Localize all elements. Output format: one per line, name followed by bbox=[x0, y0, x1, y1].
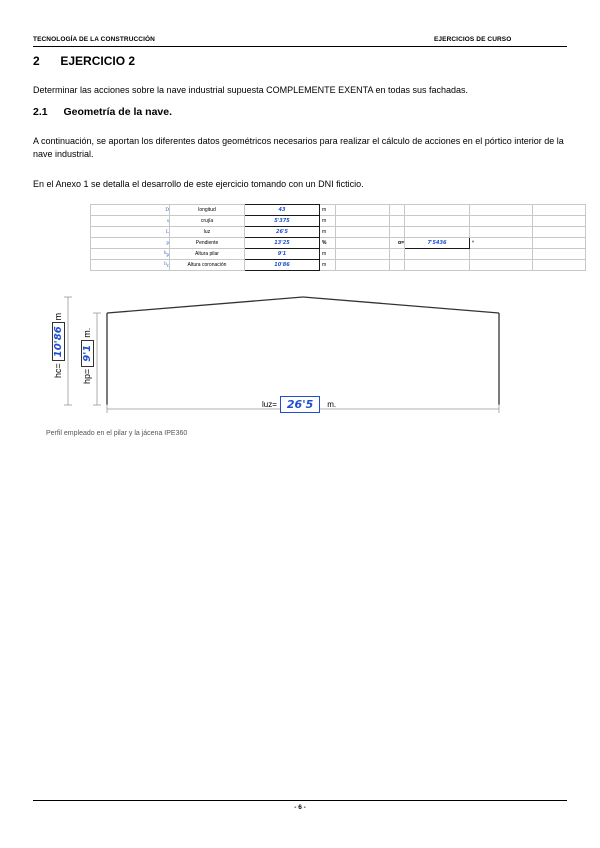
label-cell: Altura coronación bbox=[170, 260, 245, 271]
hp-value: 9'1 bbox=[81, 340, 94, 367]
symbol: L bbox=[165, 229, 169, 235]
value-cell: 5'375 bbox=[245, 216, 320, 227]
symbol: D bbox=[165, 207, 169, 213]
symbol-sub: p bbox=[166, 252, 169, 258]
angle-value: 7'5436 bbox=[405, 238, 470, 249]
symbol: s bbox=[167, 218, 169, 224]
symbol: h bbox=[164, 250, 167, 256]
paragraph-2: En el Anexo 1 se detalla el desarrollo de este ejercicio tomando con un DNI ficticio. bbox=[33, 179, 364, 189]
unit-cell: m bbox=[320, 227, 336, 238]
symbol: p bbox=[166, 240, 169, 246]
symbol-sub: c bbox=[166, 263, 169, 269]
unit-cell: m bbox=[320, 260, 336, 271]
section-title: EJERCICIO 2 bbox=[60, 54, 136, 68]
value-cell: 13'25 bbox=[245, 238, 320, 249]
luz-value: 26'5 bbox=[280, 396, 320, 413]
hc-label: hc= bbox=[53, 363, 63, 378]
angle-label: α= bbox=[390, 238, 405, 249]
section-intro: Determinar las acciones sobre la nave industrial supuesta COMPLEMENTE EXENTA en todas sus fachadas. bbox=[33, 85, 469, 95]
symbol: h bbox=[164, 261, 167, 267]
value-cell: 26'5 bbox=[245, 227, 320, 238]
luz-label-group bbox=[262, 396, 336, 413]
hp-unit: m. bbox=[82, 327, 92, 338]
figure-caption: Perfil empleado en el pilar y la jácena IPE360 bbox=[46, 430, 188, 437]
label-cell: Pendiente bbox=[170, 238, 245, 249]
paragraph-1: A continuación, se aportan los diferentes datos geométricos necesarios para realizar el cálculo de acciones en el pórtico interior de la nave industrial. bbox=[33, 136, 564, 159]
hc-value: 10'86 bbox=[52, 322, 65, 361]
page-number: - 6 - bbox=[294, 804, 306, 811]
header-left: TECNOLOGÍA DE LA CONSTRUCCIÓN bbox=[33, 36, 155, 43]
section-number: 2 bbox=[33, 54, 40, 68]
unit-cell: m bbox=[320, 249, 336, 260]
value-cell: 43 bbox=[245, 205, 320, 216]
label-cell: Altura pilar bbox=[170, 249, 245, 260]
left-rafter bbox=[107, 297, 303, 313]
label-cell: crujía bbox=[170, 216, 245, 227]
angle-unit: º bbox=[470, 238, 533, 249]
luz-unit: m. bbox=[327, 400, 337, 409]
hc-label-group bbox=[49, 298, 67, 378]
hp-label: hp= bbox=[82, 368, 92, 384]
unit-cell: m bbox=[320, 216, 336, 227]
subsection-number: 2.1 bbox=[33, 106, 48, 118]
hp-label-group bbox=[78, 304, 96, 384]
unit-cell: m bbox=[320, 205, 336, 216]
unit-cell: % bbox=[320, 238, 336, 249]
header-right: EJERCICIOS DE CURSO bbox=[434, 36, 512, 43]
hc-unit: m bbox=[53, 312, 63, 321]
subsection-title: Geometría de la nave. bbox=[63, 106, 173, 118]
value-cell: 10'86 bbox=[245, 260, 320, 271]
label-cell: longitud bbox=[170, 205, 245, 216]
value-cell: 9'1 bbox=[245, 249, 320, 260]
luz-label: luz= bbox=[262, 400, 277, 409]
right-rafter bbox=[303, 297, 499, 313]
footer-rule bbox=[33, 800, 567, 801]
label-cell: luz bbox=[170, 227, 245, 238]
